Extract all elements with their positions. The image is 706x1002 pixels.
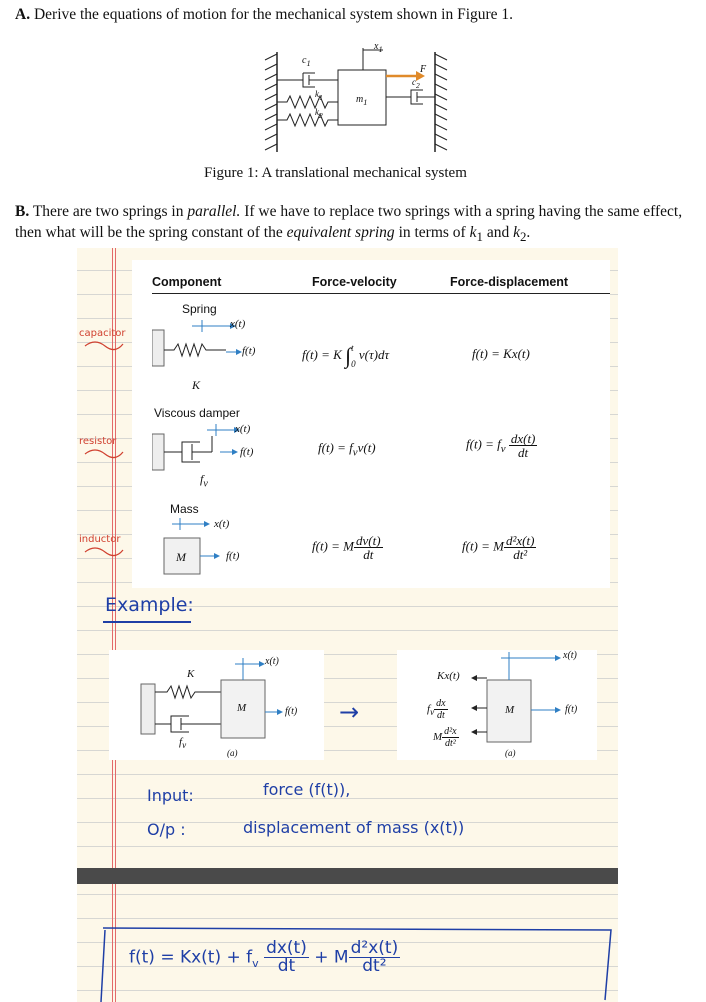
ex-right-kx: Kx(t): [437, 670, 460, 682]
annot-resistor: resistor: [79, 436, 117, 447]
mass-param: M: [176, 550, 186, 564]
part-b-t4: equivalent spring: [286, 224, 395, 241]
spring-param: K: [192, 378, 201, 392]
damper-fv: $f(t) = f_vv(t)$: [318, 440, 376, 459]
part-a-text: Derive the equations of motion for the mechanical system shown in Figure 1.: [33, 6, 514, 23]
example-title: Example:: [105, 594, 194, 616]
spring-fd: f(t) = Kx(t): [472, 346, 530, 361]
component-table: [132, 260, 610, 588]
transform-arrow: →: [339, 698, 360, 726]
mass-fv: f(t) = M $\frac{dv(t)}{dt}$: [312, 533, 381, 562]
row-mass-name: Mass: [170, 502, 199, 516]
spring-fv: f(t) = K ∫ t 0 v(τ)dτ: [302, 343, 390, 369]
mass-f-label: f(t): [226, 550, 240, 562]
part-a: [15, 4, 513, 25]
damper-f-label: f(t): [240, 446, 254, 458]
ex-left-fv: $f_v$: [179, 736, 187, 751]
spring-f-label: f(t): [242, 345, 256, 357]
ex-left-f: f(t): [285, 706, 298, 717]
header-force-displacement: Force-displacement: [450, 275, 569, 289]
part-b-t9: .: [526, 224, 531, 241]
ex-right-M: M: [505, 704, 515, 716]
part-b-t7: and: [482, 224, 514, 241]
input-label: Input:: [147, 786, 194, 805]
example-left-diagram: [109, 650, 324, 760]
part-b-t3: If we have to replace two springs with a spring having the same effect, then what will be the spring constant of the: [15, 203, 683, 241]
header-force-velocity: Force-velocity: [312, 275, 397, 289]
mass-fd: f(t) = M $\frac{\text{d²x(t)}}{\text{dt²}}$: [462, 533, 535, 562]
example-underline: [103, 621, 191, 623]
part-b-t1: There are two springs in: [32, 203, 188, 220]
ex-left-cap: (a): [227, 748, 238, 758]
integral-sign: ∫: [345, 343, 352, 368]
annot-inductor: inductor: [79, 534, 121, 545]
header-component: Component: [152, 275, 222, 289]
input-text: force (f(t)),: [263, 780, 351, 799]
page-divider: [77, 868, 618, 884]
label-k2: $k_2$: [315, 107, 323, 120]
figure-caption: Figure 1: A translational mechanical system: [204, 165, 467, 181]
example-right-panel: [397, 650, 597, 760]
ex-left-x: x(t): [265, 656, 279, 667]
ex-right-f: f(t): [565, 704, 578, 715]
example-left-panel: [109, 650, 324, 760]
ex-right-fvdx: $f_v$ $\frac{dx}{dt}$: [427, 698, 446, 721]
mass-symbol: [152, 516, 272, 586]
damper-fd: $f(t) = f_v$ $\frac{dx(t)}{dt}$: [466, 431, 536, 460]
damper-x-label: x(t): [235, 423, 251, 435]
spring-x-label: x(t): [230, 318, 246, 330]
part-b-k2: k: [513, 224, 520, 241]
annot-squiggles: [77, 308, 127, 578]
part-b-k1-sub: 1: [476, 229, 483, 245]
label-x1: $x_1$: [374, 41, 383, 54]
ex-right-x: x(t): [563, 650, 577, 661]
part-b-t2: parallel.: [187, 203, 241, 220]
equation: $f(t) = Kx(t) + f_v$ $\frac{dx(t)}{dt}$ + M $\frac{\text{d²x(t)}}{\text{dt²}}$: [129, 938, 399, 976]
damper-symbol: [152, 422, 272, 488]
annot-capacitor: capacitor: [79, 328, 126, 339]
label-F: F: [420, 64, 427, 75]
part-b: [15, 201, 701, 247]
label-c1: $c_1$: [302, 55, 311, 68]
ex-right-md2x: M $\frac{\text{d²x}}{\text{dt²}}$: [433, 726, 457, 749]
notebook-page: [77, 248, 618, 1002]
output-text: displacement of mass (x(t)): [243, 818, 465, 837]
output-label: O/p :: [147, 820, 186, 839]
label-k1: $k_1$: [315, 89, 323, 102]
part-a-label: A.: [15, 6, 31, 23]
damper-param: $f_v$: [200, 472, 208, 490]
part-b-label: B.: [15, 203, 30, 220]
part-b-k2-sub: 2: [519, 229, 527, 245]
part-b-t5: in terms of: [394, 224, 470, 241]
mass-x-label: x(t): [214, 518, 230, 530]
part-b-k1: k: [469, 224, 477, 241]
label-c2: $c_2$: [412, 77, 420, 90]
ex-left-M: M: [237, 702, 247, 714]
label-m1: $m_1$: [356, 94, 368, 107]
ex-right-cap: (a): [505, 748, 516, 758]
row-spring-name: Spring: [182, 302, 217, 316]
row-damper-name: Viscous damper: [154, 406, 240, 420]
ex-left-K: K: [187, 668, 195, 680]
